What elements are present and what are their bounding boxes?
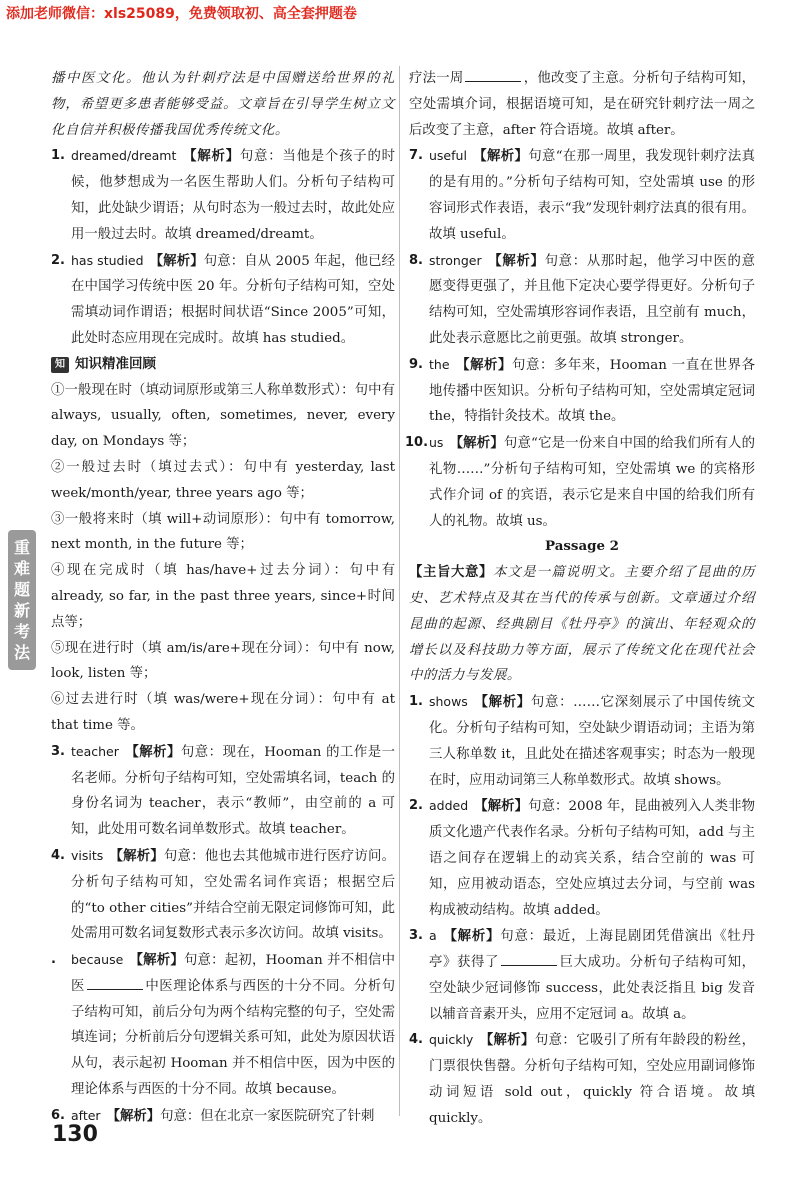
answer-item: [409, 143, 755, 247]
knowledge-heading-text: 知识精准回顾: [75, 355, 156, 372]
knowledge-rule: ⑤现在进行时（填 am/is/are+现在分词）：句中有 now, look, listen 等；: [51, 640, 395, 682]
knowledge-rule: ⑥过去进行时（填 was/were+现在分词）：句中有 at that time 等。: [51, 692, 395, 733]
item-explanation: 句意“在那一周里，我发现针刺疗法真的是有用的。”分析句子结构可知，空处需填 use 的形容词形式作表语，表示“我”发现针刺疗法真的很有用。故填 useful。: [429, 149, 755, 242]
main-idea-tag: 【主旨大意】: [409, 564, 493, 581]
item-explanation: 句意：起初，Hooman 并不相信中医: [71, 953, 395, 994]
item-explanation: 句意：它吸引了所有年龄段的粉丝，门票很快售罄。分析句子结构可知，空处应用副词修饰动词短语 sold out，quickly 符合语境。故填 quickly。: [429, 1033, 755, 1126]
item-number: .: [51, 952, 56, 968]
answer-item: [405, 430, 755, 534]
item-explanation: 中医理论体系与西医的十分不同。分析句子结构可知，前后分句为两个结构完整的句子，空处需填连词；分析前后分句逻辑关系可知，此处为原因状语从句，表示起初 Hooman 并不相信中医，因为中医的理论体系与西医的十分不同。故填 because。: [71, 978, 396, 1098]
answer-item: [409, 352, 755, 430]
section-side-tab: [8, 530, 36, 670]
answer-item: [51, 739, 395, 843]
fill-blank-line: [501, 951, 557, 966]
analysis-tag: 【解析】: [442, 928, 501, 945]
item-number: 7.: [409, 148, 423, 164]
item-number: 8.: [409, 252, 423, 268]
item-number: 3.: [409, 928, 423, 944]
item-continuation: [409, 66, 755, 143]
knowledge-rule: ②一般过去时（填过去式）：句中有 yesterday, last week/month/year, three years ago 等；: [51, 459, 395, 501]
knowledge-review-heading: [51, 352, 395, 378]
watermark-banner: 添加老师微信：xls25089，免费领取初、高全套押题卷: [6, 6, 357, 22]
analysis-tag: 【解析】: [474, 798, 529, 815]
item-explanation: 巨大成功。分析句子结构可知，空处缺少冠词修饰 success，此处表泛指且 big 发音以辅音音素开头，应用不定冠词 a。故填 a。: [429, 955, 755, 1022]
answer-item: [51, 1103, 395, 1130]
item-number: 4.: [409, 1032, 423, 1048]
item-explanation: 句意：当他是个孩子的时候，他梦想成为一名医生帮助人们。分析句子结构可知，此处缺少谓语；从句时态为一般过去时，故此处应用一般过去时。故填 dreamed/dreamt。: [71, 149, 396, 242]
knowledge-rule: ①一般现在时（填动词原形或第三人称单数形式）：句中有 always, usually, often, sometimes, never, every day, on Mondays 等；: [51, 382, 395, 450]
item-explanation: 句意：从那时起，他学习中医的意愿变得更强了，并且他下定决心要学得更好。分析句子结构可知，空处需填形容词作表语，且空前有 much，此处表示意愿比之前更强。故填 stronger。: [429, 253, 756, 346]
item-explanation: 句意：多年来，Hooman 一直在世界各地传播中医知识。分析句子结构可知，空处需填定冠词 the，特指针灸技术。故填 the。: [429, 357, 756, 425]
side-tab-char: 法: [13, 643, 30, 662]
item-explanation: 句意：自从 2005 年起，他已经在中国学习传统中医 20 年。分析句子结构可知，空处需填动词作谓语；根据时间状语“Since 2005”可知，此处时态应用现在完成时。故填 has studied。: [71, 253, 396, 346]
continuation-text: 疗法一周: [409, 71, 464, 86]
answer-item: [409, 1027, 755, 1131]
item-answer: teacher: [71, 743, 119, 759]
item-answer: visits: [71, 847, 104, 863]
analysis-tag: 【解析】: [479, 1032, 535, 1049]
main-idea-paragraph: [409, 560, 755, 689]
side-tab-char: 难: [13, 559, 30, 578]
item-answer: quickly: [429, 1032, 474, 1048]
fill-blank-line: [465, 67, 521, 82]
analysis-tag: 【解析】: [473, 694, 531, 711]
side-tab-char: 重: [13, 538, 30, 557]
side-tab-char: 新: [13, 601, 30, 620]
analysis-tag: 【解析】: [487, 252, 545, 269]
item-number: 2.: [409, 798, 423, 814]
item-answer: shows: [429, 694, 468, 710]
fill-blank-line: [87, 975, 143, 990]
column-divider: [399, 66, 400, 1116]
answer-item: [51, 248, 395, 352]
analysis-tag: 【解析】: [472, 148, 529, 165]
item-explanation: 句意：现在，Hooman 的工作是一名老师。分析句子结构可知，空处需填名词，teach 的身份名词为 teacher，表示“教师”，由空前的 a 可知，此处用可数名词单数形式。故填 teacher。: [71, 744, 395, 838]
continuation-text: ，他改变了主意。分析句子结构可知，空处需填介词，根据语境可知，是在研究针刺疗法一周之后改变了主意，after 符合语境。故填 after。: [409, 71, 756, 138]
item-explanation: 句意：……它深刻展示了中国传统文化。分析句子结构可知，空处缺少谓语动词；主语为第三人称单数 it，且此处在描述客观事实；时态为一般现在时，应用动词第三人称单数形式。故填 shows。: [429, 695, 755, 788]
page-number: 130: [52, 1122, 98, 1147]
side-tab-char: 考: [13, 622, 30, 641]
item-number: 4.: [51, 847, 65, 863]
analysis-tag: 【解析】: [124, 743, 181, 760]
item-answer: dreamed/dreamt: [71, 148, 177, 164]
item-number: 1.: [409, 694, 423, 710]
item-answer: stronger: [429, 252, 482, 268]
item-number: 6.: [51, 1107, 65, 1123]
item-answer: after: [71, 1107, 101, 1123]
analysis-tag: 【解析】: [106, 1107, 161, 1124]
analysis-tag: 【解析】: [182, 148, 240, 165]
item-answer: has studied: [71, 252, 144, 268]
analysis-tag: 【解析】: [109, 847, 164, 864]
item-answer: because: [71, 952, 124, 968]
item-explanation: 句意：但在北京一家医院研究了针刺: [160, 1108, 375, 1124]
analysis-tag: 【解析】: [455, 356, 512, 373]
knowledge-rule: ③一般将来时（填 will+动词原形）：句中有 tomorrow, next month, in the future 等；: [51, 511, 395, 553]
item-answer: useful: [429, 148, 467, 164]
knowledge-rule: ④现在完成时（填 has/have+过去分词）：句中有 already, so far, in the past three years, since+时间点等；: [51, 563, 395, 630]
passage-title: Passage 2: [544, 538, 619, 555]
analysis-tag: 【解析】: [129, 952, 184, 969]
item-number: 9.: [409, 356, 423, 372]
right-column: [405, 66, 756, 1132]
left-column: [51, 66, 395, 1130]
item-answer: added: [429, 798, 469, 814]
main-idea-text: 本文是一篇说明文。主要介绍了昆曲的历史、艺术特点及其在当代的传承与创新。文章通过介绍昆曲的起源、经典剧目《牡丹亭》的演出、年轻观众的增长以及科技助力等方面，展示了传统文化在现代社会中的活力与发展。: [409, 565, 755, 684]
item-answer: a: [429, 928, 437, 944]
answer-item: [409, 923, 755, 1027]
item-number: 2.: [51, 252, 65, 268]
answer-item: [51, 143, 395, 247]
item-explanation: 句意“它是一份来自中国的给我们所有人的礼物……”分析句子结构可知，空处需填 we 的宾格形式作介词 of 的宾语，表示它是来自中国的给我们所有人的礼物。故填 us。: [429, 436, 755, 529]
answer-item: [409, 248, 755, 352]
side-tab-char: 题: [13, 580, 30, 599]
item-explanation: 句意：2008 年，昆曲被列入人类非物质文化遗产代表作名录。分析句子结构可知，add 与主语之间存在逻辑上的动宾关系，结合空前的 was 可知，应用被动语态，空处应填过去分词，与空前 was 构成被动结构。故填 added。: [429, 799, 755, 918]
item-number: 1.: [51, 148, 65, 164]
analysis-tag: 【解析】: [149, 252, 204, 269]
answer-item: [409, 793, 755, 923]
passage-intro-text: 播中医文化。他认为针刺疗法是中国赠送给世界的礼物，希望更多患者能够受益。文章旨在引导学生树立文化自信并积极传播我国优秀传统文化。: [51, 71, 395, 138]
answer-item: [409, 689, 755, 793]
item-explanation: 句意：最近，上海昆剧团凭借演出《牡丹亭》获得了: [429, 929, 755, 971]
item-answer: the: [429, 356, 450, 372]
answer-item: [51, 947, 395, 1103]
knowledge-book-icon: 知: [51, 357, 69, 373]
answer-item: [51, 843, 395, 947]
item-answer: us: [429, 435, 444, 451]
item-explanation: 句意：他也去其他城市进行医疗访问。分析句子结构可知，空处需名词作宾语；根据空后的“to other cities”并结合空前无限定词修饰可知，此处需用可数名词复数形式表示多次访问。故填 visits。: [71, 848, 396, 942]
item-number: 3.: [51, 743, 65, 759]
analysis-tag: 【解析】: [449, 435, 504, 452]
item-number: 10.: [405, 435, 429, 451]
